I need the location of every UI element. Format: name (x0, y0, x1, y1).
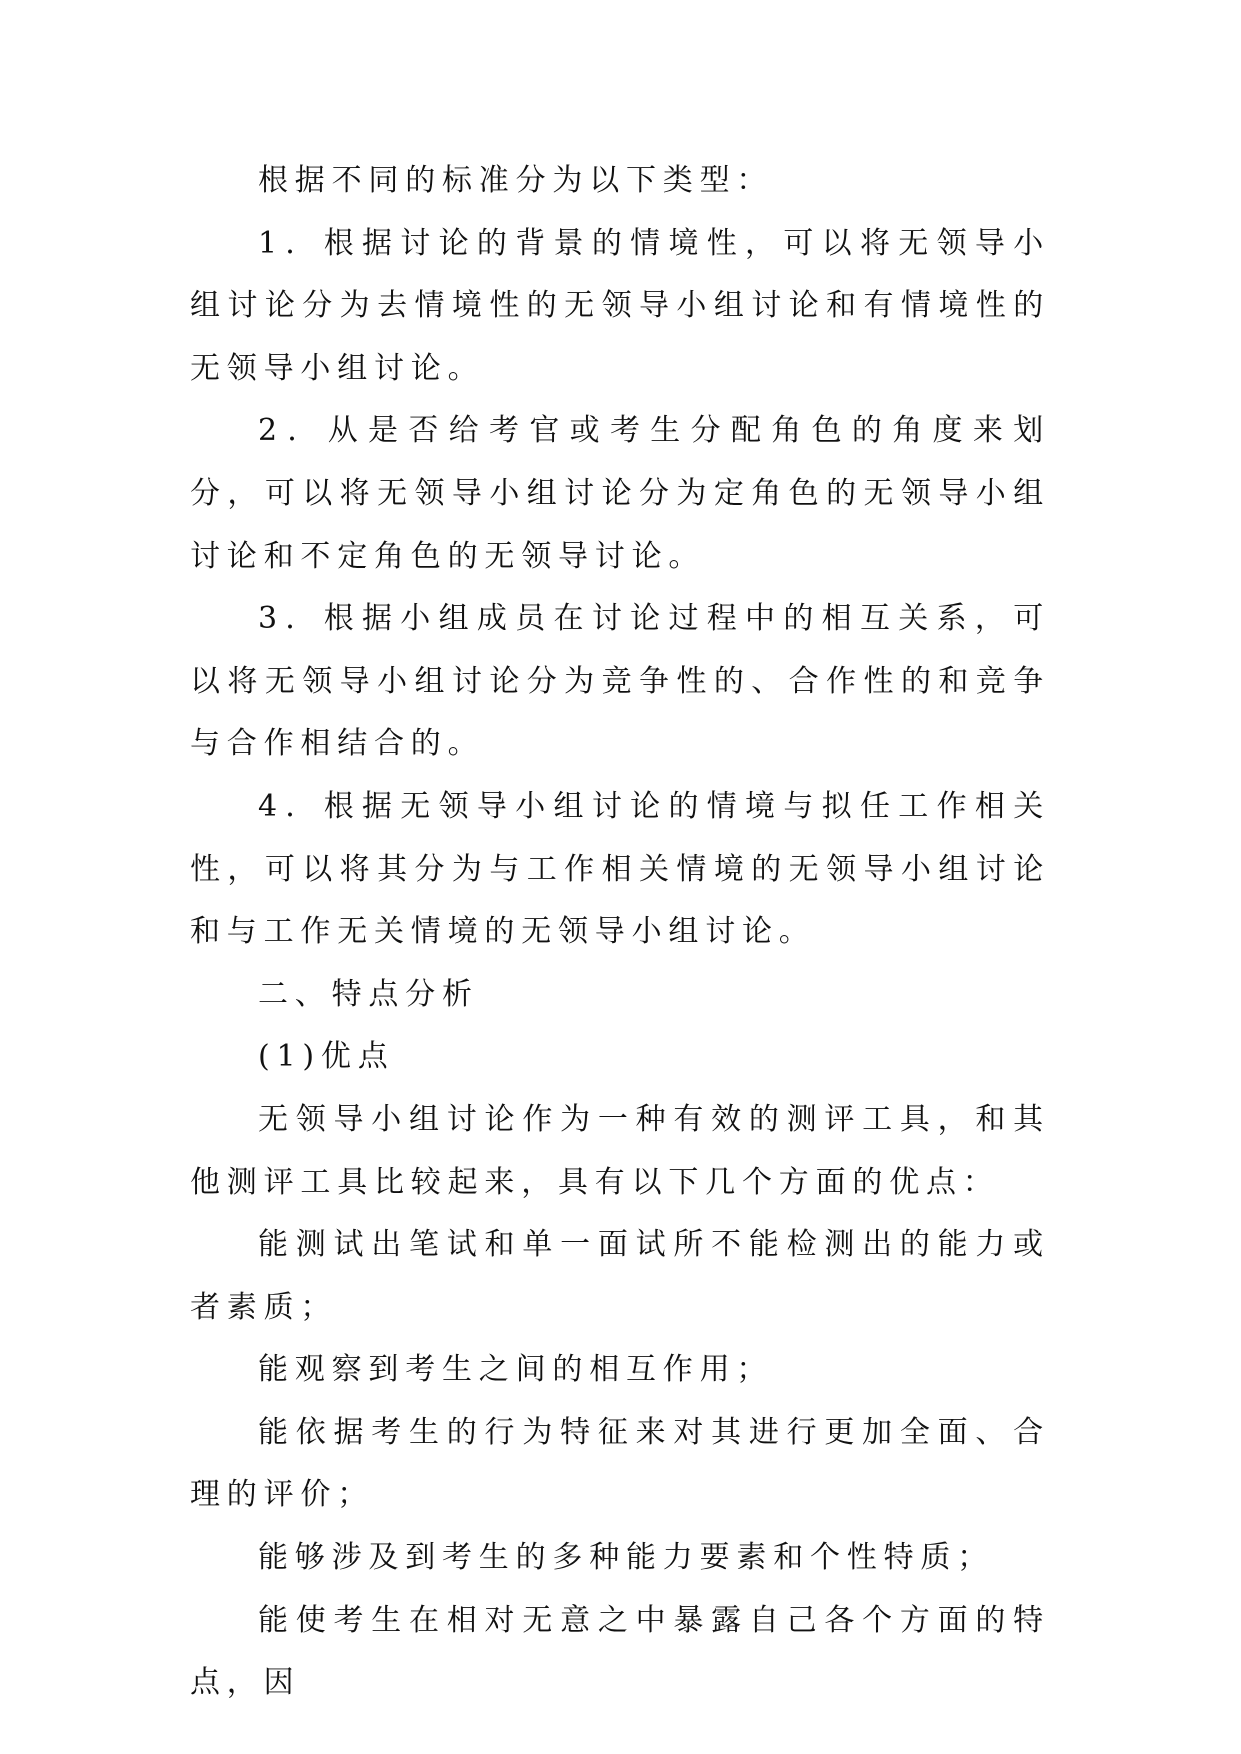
document-page (190, 150, 1050, 1715)
paragraph-item-2: 2．从是否给考官或考生分配角色的角度来划分，可以将无领导小组讨论分为定角色的无领导小组讨论和不定角色的无领导讨论。 (190, 413, 1050, 574)
paragraph-advantage-3: 能依据考生的行为特征来对其进行更加全面、合理的评价； (190, 1414, 1050, 1513)
paragraph-advantage-1: 能测试出笔试和单一面试所不能检测出的能力或者素质； (190, 1227, 1050, 1325)
section-heading-features: 二、特点分析 (258, 976, 479, 1012)
paragraph-item-3: 3．根据小组成员在讨论过程中的相互关系，可以将无领导小组讨论分为竞争性的、合作性的和竞争与合作相结合的。 (190, 601, 1050, 762)
paragraph-advantages-intro: 无领导小组讨论作为一种有效的测评工具，和其他测评工具比较起来，具有以下几个方面的优点： (190, 1101, 1050, 1200)
paragraph-item-4: 4．根据无领导小组讨论的情境与拟任工作相关性，可以将其分为与工作相关情境的无领导小组讨论和与工作无关情境的无领导小组讨论。 (190, 788, 1050, 950)
paragraph-item-1: 1．根据讨论的背景的情境性，可以将无领导小组讨论分为去情境性的无领导小组讨论和有情境性的无领导小组讨论。 (190, 225, 1050, 386)
paragraph-intro: 根据不同的标准分为以下类型： (258, 163, 774, 198)
paragraph-advantage-4: 能够涉及到考生的多种能力要素和个性特质； (258, 1540, 994, 1576)
paragraph-advantage-5: 能使考生在相对无意之中暴露自己各个方面的特点，因 (190, 1602, 1050, 1701)
paragraph-advantage-2: 能观察到考生之间的相互作用； (258, 1352, 774, 1388)
subheading-advantages: (1)优点 (258, 1039, 395, 1075)
